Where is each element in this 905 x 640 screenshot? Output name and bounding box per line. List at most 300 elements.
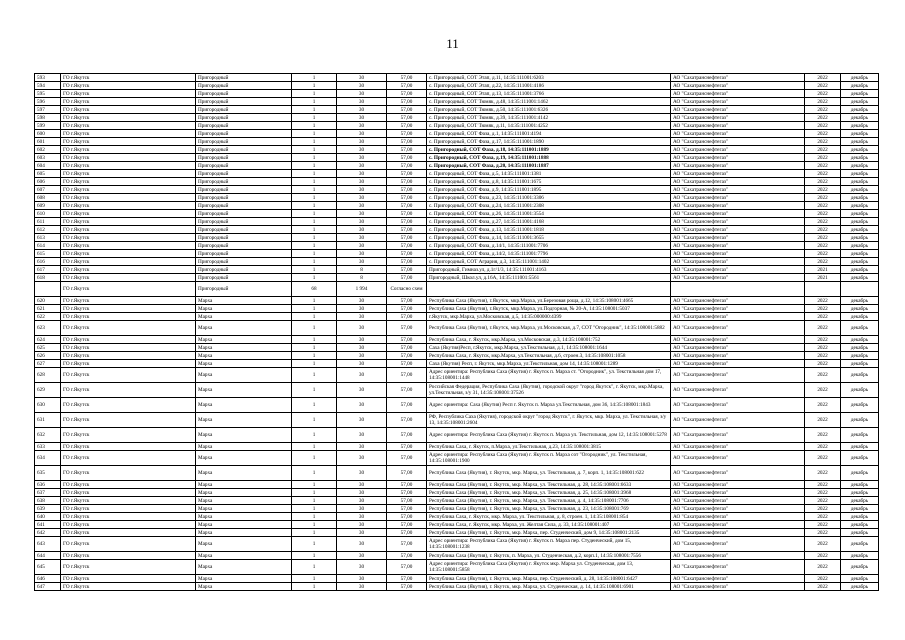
cell-year: 2022 — [805, 428, 841, 443]
cell-year: 2022 — [805, 114, 841, 122]
cell-year: 2022 — [805, 360, 841, 368]
cell-row-number: 626 — [35, 352, 61, 360]
cell-row-number: 632 — [35, 428, 61, 443]
cell-diameter: 57,00 — [387, 266, 427, 274]
cell-diameter: 57,00 — [387, 344, 427, 352]
cell-organization: АО "Сахатранснефтегаз" — [671, 481, 805, 489]
cell-organization: АО "Сахатранснефтегаз" — [671, 336, 805, 344]
table-row — [35, 242, 879, 250]
cell-count: 1 — [292, 258, 337, 266]
cell-row-number: 617 — [35, 266, 61, 274]
table-row — [35, 521, 879, 529]
cell-month: декабрь — [841, 537, 879, 552]
cell-organization: АО "Сахатранснефтегаз" — [671, 575, 805, 583]
cell-settlement: Пригородный — [196, 162, 292, 170]
cell-month: декабрь — [841, 560, 879, 575]
cell-length: 30 — [337, 529, 387, 537]
table-row — [35, 497, 879, 505]
cell-count: 1 — [292, 552, 337, 560]
cell-municipality: ГО г.Якутск — [61, 583, 196, 591]
cell-row-number: 601 — [35, 138, 61, 146]
cell-municipality: ГО г.Якутск — [61, 344, 196, 352]
cell-year: 2022 — [805, 218, 841, 226]
cell-organization: АО "Сахатранснефтегаз" — [671, 513, 805, 521]
cell-municipality: ГО г.Якутск — [61, 481, 196, 489]
table-row — [35, 537, 879, 552]
cell-month: декабрь — [841, 321, 879, 336]
cell-settlement: Марха — [196, 466, 292, 481]
cell-row-number: 638 — [35, 497, 61, 505]
cell-year: 2022 — [805, 154, 841, 162]
table-row — [35, 443, 879, 451]
cell-address: с. Пригородный, СОТ Фаза, д.20, 14:35:111001:1887 — [427, 162, 671, 170]
cell-municipality: ГО г.Якутск — [61, 513, 196, 521]
cell-length: 30 — [337, 154, 387, 162]
cell-length: 30 — [337, 360, 387, 368]
cell-organization: АО "Сахатранснефтегаз" — [671, 274, 805, 282]
cell-address: Пригородный, Гимназ.ул, д.1г/1/3, 14:35:111001:4163 — [427, 266, 671, 274]
cell-settlement: Пригородный — [196, 186, 292, 194]
cell-year: 2022 — [805, 194, 841, 202]
cell-count: 1 — [292, 313, 337, 321]
cell-organization: АО "Сахатранснефтегаз" — [671, 266, 805, 274]
table-row — [35, 451, 879, 466]
cell-count: 1 — [292, 82, 337, 90]
cell-diameter: 57,00 — [387, 186, 427, 194]
cell-count: 1 — [292, 162, 337, 170]
cell-municipality: ГО г.Якутск — [61, 560, 196, 575]
cell-diameter: 57,00 — [387, 90, 427, 98]
cell-length: 30 — [337, 202, 387, 210]
cell-length: 30 — [337, 451, 387, 466]
cell-address: Республика Саха (Якутия), г.Якутск, мкр.Марха, ул.Московская, д.7, СОТ "Огородник", 14:35:108001:5882 — [427, 321, 671, 336]
cell-month: декабрь — [841, 297, 879, 305]
cell-row-number: 607 — [35, 186, 61, 194]
cell-year: 2022 — [805, 560, 841, 575]
cell-count: 1 — [292, 352, 337, 360]
cell-municipality: ГО г.Якутск — [61, 428, 196, 443]
cell-length: 30 — [337, 146, 387, 154]
cell-count: 1 — [292, 497, 337, 505]
cell-row-number: 602 — [35, 146, 61, 154]
cell-length: 30 — [337, 258, 387, 266]
cell-length: 30 — [337, 82, 387, 90]
cell-row-number: 640 — [35, 513, 61, 521]
cell-month: декабрь — [841, 202, 879, 210]
cell-organization: АО "Сахатранснефтегаз" — [671, 122, 805, 130]
cell-row-number: 631 — [35, 413, 61, 428]
cell-count: 1 — [292, 413, 337, 428]
cell-month: декабрь — [841, 313, 879, 321]
cell-address: с. Пригородный, СОТ Тюмяк, д.11, 14:35:111001:4252 — [427, 122, 671, 130]
cell-year: 2022 — [805, 413, 841, 428]
cell-diameter: 57,00 — [387, 443, 427, 451]
cell-count: 1 — [292, 186, 337, 194]
cell-row-number: 604 — [35, 162, 61, 170]
cell-address: с. Пригородный, СОТ Фаза, д.1, 14:35:111001:4194 — [427, 130, 671, 138]
cell-year: 2022 — [805, 321, 841, 336]
table-row — [35, 210, 879, 218]
cell-address: Республика Саха, г. Якутск, мкр. Марха, ул. Текстильная, д. 8, строен. 1, 14:35:108001:854 — [427, 513, 671, 521]
cell-row-number: 609 — [35, 202, 61, 210]
cell-length: 30 — [337, 336, 387, 344]
cell-municipality: ГО г.Якутск — [61, 398, 196, 413]
cell-municipality: ГО г.Якутск — [61, 234, 196, 242]
cell-month: декабрь — [841, 234, 879, 242]
cell-row-number: 642 — [35, 529, 61, 537]
cell-diameter: 57,00 — [387, 82, 427, 90]
cell-count: 1 — [292, 481, 337, 489]
cell-settlement: Марха — [196, 360, 292, 368]
cell-address: Республика Саха (Якутия), г.Якутск, мкр.Марха, ул.Подгорная, № 20-А, 14:35:108001:5037 — [427, 305, 671, 313]
cell-year: 2022 — [805, 98, 841, 106]
cell-diameter: 57,00 — [387, 383, 427, 398]
table-row — [35, 146, 879, 154]
cell-organization: АО "Сахатранснефтегаз" — [671, 242, 805, 250]
table-row — [35, 321, 879, 336]
cell-year: 2022 — [805, 313, 841, 321]
cell-month: декабрь — [841, 162, 879, 170]
cell-month: декабрь — [841, 583, 879, 591]
cell-address: Республика Саха (Якутия), г. Якутск, п. Марха, ул. Студенческая, д.2, корп.1, 14:35:108001:7556 — [427, 552, 671, 560]
cell-length: 30 — [337, 481, 387, 489]
cell-row-number: 600 — [35, 130, 61, 138]
cell-row-number: 637 — [35, 489, 61, 497]
cell-address: Пригородный, Школ.ул, д.16А, 14:35:111001:5561 — [427, 274, 671, 282]
cell-settlement: Пригородный — [196, 90, 292, 98]
cell-length: 30 — [337, 114, 387, 122]
cell-diameter: 57,00 — [387, 560, 427, 575]
cell-municipality: ГО г.Якутск — [61, 210, 196, 218]
cell-month: декабрь — [841, 266, 879, 274]
cell-settlement: Марха — [196, 481, 292, 489]
cell-count: 1 — [292, 218, 337, 226]
cell-length: 30 — [337, 383, 387, 398]
cell-year: 2022 — [805, 178, 841, 186]
cell-year: 2022 — [805, 336, 841, 344]
table-row — [35, 194, 879, 202]
cell-diameter: 57,00 — [387, 413, 427, 428]
cell-diameter: 57,00 — [387, 226, 427, 234]
cell-count: 1 — [292, 106, 337, 114]
cell-row-number: 622 — [35, 313, 61, 321]
cell-count: 1 — [292, 428, 337, 443]
cell-month: декабрь — [841, 74, 879, 82]
table-row — [35, 313, 879, 321]
cell-organization: АО "Сахатранснефтегаз" — [671, 360, 805, 368]
table-row — [35, 413, 879, 428]
cell-month: декабрь — [841, 466, 879, 481]
cell-settlement: Марха — [196, 552, 292, 560]
table-row — [35, 138, 879, 146]
cell-organization: АО "Сахатранснефтегаз" — [671, 90, 805, 98]
cell-settlement: Пригородный — [196, 74, 292, 82]
cell-row-number: 616 — [35, 258, 61, 266]
table-row — [35, 202, 879, 210]
cell-count: 1 — [292, 305, 337, 313]
cell-organization: АО "Сахатранснефтегаз" — [671, 138, 805, 146]
cell-month — [841, 282, 879, 297]
table-row — [35, 368, 879, 383]
cell-year: 2022 — [805, 489, 841, 497]
cell-count: 1 — [292, 489, 337, 497]
cell-organization — [671, 282, 805, 297]
cell-municipality: ГО г.Якутск — [61, 242, 196, 250]
cell-organization: АО "Сахатранснефтегаз" — [671, 82, 805, 90]
cell-address: Республика Саха (Якутия), г. Якутск, мкр. Марха, ул. Текстильная, д. 25, 14:35:108001:3968 — [427, 489, 671, 497]
table-row — [35, 305, 879, 313]
cell-organization: АО "Сахатранснефтегаз" — [671, 130, 805, 138]
cell-address: с. Пригородный, СОТ Фаза, д.17, 14:35:111001:1890 — [427, 138, 671, 146]
cell-address: Адрес ориентира: Республика Саха (Якутия) г. Якутск мкр. Марха ул. Студенческая, дом 13, 14:35:108001:5858 — [427, 560, 671, 575]
cell-row-number: 610 — [35, 210, 61, 218]
cell-address: Республика Саха, г. Якутск, мкр. Марха, ул. Желтая Сила, д. 33, 14:35:108001:407 — [427, 521, 671, 529]
cell-length: 30 — [337, 186, 387, 194]
cell-row-number: 606 — [35, 178, 61, 186]
cell-count: 1 — [292, 90, 337, 98]
cell-year: 2022 — [805, 451, 841, 466]
cell-year: 2022 — [805, 529, 841, 537]
cell-month: декабрь — [841, 178, 879, 186]
cell-diameter: 57,00 — [387, 162, 427, 170]
cell-organization: АО "Сахатранснефтегаз" — [671, 428, 805, 443]
cell-municipality: ГО г.Якутск — [61, 383, 196, 398]
cell-length: 30 — [337, 162, 387, 170]
cell-diameter: Согласно схем — [387, 282, 427, 297]
table-row — [35, 529, 879, 537]
cell-month: декабрь — [841, 98, 879, 106]
cell-settlement: Марха — [196, 513, 292, 521]
cell-organization: АО "Сахатранснефтегаз" — [671, 537, 805, 552]
cell-organization: АО "Сахатранснефтегаз" — [671, 552, 805, 560]
cell-month: декабрь — [841, 242, 879, 250]
cell-address: г.Якутск, мкр.Марха, ул.Московская, д.5, 14:35:000000:4399 — [427, 313, 671, 321]
cell-year: 2022 — [805, 170, 841, 178]
cell-address: с. Пригородный, СОТ Тюмяк, д.48, 14:35:111001:1462 — [427, 98, 671, 106]
cell-count: 1 — [292, 98, 337, 106]
cell-address — [427, 282, 671, 297]
table-row — [35, 274, 879, 282]
cell-address: Республика Саха, г. Якутск, п.Марха, ул.Текстильная, д.23, 14:35:108001:3815 — [427, 443, 671, 451]
cell-municipality: ГО г.Якутск — [61, 360, 196, 368]
cell-length: 30 — [337, 250, 387, 258]
cell-address: с. Пригородный, СОТ Агрария, д.3, 14:35:111001:1402 — [427, 258, 671, 266]
cell-month: декабрь — [841, 146, 879, 154]
cell-organization: АО "Сахатранснефтегаз" — [671, 321, 805, 336]
cell-address: с. Пригородный, СОТ Фаза, д.8, 14:35:111001:1675 — [427, 178, 671, 186]
cell-organization: АО "Сахатранснефтегаз" — [671, 489, 805, 497]
cell-month: декабрь — [841, 130, 879, 138]
cell-organization: АО "Сахатранснефтегаз" — [671, 352, 805, 360]
cell-organization: АО "Сахатранснефтегаз" — [671, 466, 805, 481]
cell-organization: АО "Сахатранснефтегаз" — [671, 443, 805, 451]
table-row — [35, 218, 879, 226]
table-row — [35, 552, 879, 560]
cell-diameter: 57,00 — [387, 428, 427, 443]
cell-municipality: ГО г.Якутск — [61, 258, 196, 266]
cell-diameter: 57,00 — [387, 489, 427, 497]
cell-month: декабрь — [841, 170, 879, 178]
cell-diameter: 57,00 — [387, 481, 427, 489]
cell-municipality: ГО г.Якутск — [61, 443, 196, 451]
cell-year: 2022 — [805, 234, 841, 242]
cell-year: 2022 — [805, 583, 841, 591]
cell-diameter: 57,00 — [387, 138, 427, 146]
cell-diameter: 57,00 — [387, 274, 427, 282]
cell-month: декабрь — [841, 360, 879, 368]
cell-row-number: 614 — [35, 242, 61, 250]
cell-address: с. Пригородный, СОТ Фаза, д.9, 14:35:111001:1895 — [427, 186, 671, 194]
cell-length: 1 994 — [337, 282, 387, 297]
cell-address: с. Пригородный, СОТ Этап, д.13, 14:35:111001:3766 — [427, 90, 671, 98]
table-row — [35, 154, 879, 162]
cell-settlement: Марха — [196, 344, 292, 352]
cell-settlement: Марха — [196, 321, 292, 336]
cell-diameter: 57,00 — [387, 529, 427, 537]
cell-length: 30 — [337, 313, 387, 321]
cell-row-number: 628 — [35, 368, 61, 383]
cell-address: Республика Саха (Якутия), г. Якутск, мкр. Марха, ул. Текстильная, д. 4, 14:35:108001:7706 — [427, 497, 671, 505]
cell-month: декабрь — [841, 138, 879, 146]
cell-municipality: ГО г.Якутск — [61, 186, 196, 194]
cell-settlement: Марха — [196, 305, 292, 313]
cell-municipality: ГО г.Якутск — [61, 98, 196, 106]
cell-settlement: Пригородный — [196, 146, 292, 154]
cell-count: 1 — [292, 451, 337, 466]
table-row — [35, 513, 879, 521]
cell-row-number — [35, 282, 61, 297]
cell-settlement: Пригородный — [196, 202, 292, 210]
table-row — [35, 575, 879, 583]
table-row — [35, 489, 879, 497]
cell-municipality: ГО г.Якутск — [61, 114, 196, 122]
cell-organization: АО "Сахатранснефтегаз" — [671, 186, 805, 194]
cell-diameter: 57,00 — [387, 505, 427, 513]
cell-count: 1 — [292, 274, 337, 282]
cell-organization: АО "Сахатранснефтегаз" — [671, 74, 805, 82]
cell-count: 1 — [292, 360, 337, 368]
table-row — [35, 266, 879, 274]
cell-length: 30 — [337, 513, 387, 521]
cell-year: 2022 — [805, 481, 841, 489]
cell-diameter: 57,00 — [387, 106, 427, 114]
cell-length: 30 — [337, 297, 387, 305]
cell-address: Адрес ориентира: Саха (Якутия) Респ г. Якутск п. Марха ул.Текстильная, дом 36, 14:35:108001:1843 — [427, 398, 671, 413]
table-row — [35, 258, 879, 266]
cell-length: 30 — [337, 398, 387, 413]
cell-municipality: ГО г.Якутск — [61, 305, 196, 313]
table-row — [35, 481, 879, 489]
cell-municipality: ГО г.Якутск — [61, 138, 196, 146]
cell-diameter: 57,00 — [387, 234, 427, 242]
cell-organization: АО "Сахатранснефтегаз" — [671, 218, 805, 226]
cell-month: декабрь — [841, 497, 879, 505]
cell-length: 30 — [337, 226, 387, 234]
cell-municipality: ГО г.Якутск — [61, 297, 196, 305]
cell-count: 1 — [292, 398, 337, 413]
cell-row-number: 621 — [35, 305, 61, 313]
cell-settlement: Пригородный — [196, 106, 292, 114]
table-row — [35, 170, 879, 178]
cell-length: 30 — [337, 234, 387, 242]
cell-settlement: Пригородный — [196, 130, 292, 138]
cell-settlement: Пригородный — [196, 266, 292, 274]
cell-year: 2022 — [805, 242, 841, 250]
cell-row-number: 615 — [35, 250, 61, 258]
table-row — [35, 98, 879, 106]
cell-row-number: 598 — [35, 114, 61, 122]
cell-count: 1 — [292, 266, 337, 274]
cell-address: Российская Федерация, Республика Саха (Якутия), городской округ "город Якутск", г. Якутск, мкр.Марха, ул.Текстильная, з/у 31, 14:35:108001:37526 — [427, 383, 671, 398]
cell-municipality: ГО г.Якутск — [61, 466, 196, 481]
cell-year: 2022 — [805, 505, 841, 513]
cell-diameter: 57,00 — [387, 146, 427, 154]
table-row — [35, 360, 879, 368]
cell-organization: АО "Сахатранснефтегаз" — [671, 297, 805, 305]
cell-length: 8 — [337, 266, 387, 274]
cell-address: с. Пригородный, СОТ Фаза, д.23, 14:35:111001:3306 — [427, 194, 671, 202]
cell-row-number: 596 — [35, 98, 61, 106]
cell-year: 2022 — [805, 521, 841, 529]
cell-organization: АО "Сахатранснефтегаз" — [671, 146, 805, 154]
cell-month: декабрь — [841, 529, 879, 537]
cell-year: 2022 — [805, 210, 841, 218]
cell-address: с. Пригородный, СОТ Фаза, д.14/1, 14:35:111001:7706 — [427, 242, 671, 250]
cell-organization: АО "Сахатранснефтегаз" — [671, 451, 805, 466]
cell-count: 1 — [292, 130, 337, 138]
cell-length: 30 — [337, 497, 387, 505]
cell-month: декабрь — [841, 443, 879, 451]
cell-diameter: 57,00 — [387, 258, 427, 266]
cell-month: декабрь — [841, 186, 879, 194]
cell-organization: АО "Сахатранснефтегаз" — [671, 154, 805, 162]
cell-municipality: ГО г.Якутск — [61, 250, 196, 258]
cell-count: 1 — [292, 383, 337, 398]
table-row — [35, 383, 879, 398]
table-row — [35, 130, 879, 138]
table-row — [35, 336, 879, 344]
cell-settlement: Пригородный — [196, 138, 292, 146]
cell-diameter: 57,00 — [387, 154, 427, 162]
cell-settlement: Марха — [196, 428, 292, 443]
table-row — [35, 114, 879, 122]
cell-address: с. Пригородный, СОТ Тюмяк, д.39, 14:35:111001:4142 — [427, 114, 671, 122]
cell-address: с. Пригородный, СОТ Фаза, д.5, 14:35:111001:1381 — [427, 170, 671, 178]
cell-month: декабрь — [841, 344, 879, 352]
cell-count: 1 — [292, 537, 337, 552]
cell-organization: АО "Сахатранснефтегаз" — [671, 583, 805, 591]
cell-municipality: ГО г.Якутск — [61, 313, 196, 321]
cell-month: декабрь — [841, 82, 879, 90]
cell-settlement: Марха — [196, 505, 292, 513]
cell-year: 2022 — [805, 162, 841, 170]
cell-year: 2022 — [805, 398, 841, 413]
cell-row-number: 618 — [35, 274, 61, 282]
cell-organization: АО "Сахатранснефтегаз" — [671, 234, 805, 242]
cell-organization: АО "Сахатранснефтегаз" — [671, 194, 805, 202]
cell-month: декабрь — [841, 552, 879, 560]
cell-row-number: 630 — [35, 398, 61, 413]
cell-count: 1 — [292, 138, 337, 146]
cell-row-number: 605 — [35, 170, 61, 178]
cell-year: 2021 — [805, 274, 841, 282]
table-body — [35, 74, 879, 591]
cell-municipality: ГО г.Якутск — [61, 162, 196, 170]
cell-municipality: ГО г.Якутск — [61, 489, 196, 497]
cell-length: 30 — [337, 575, 387, 583]
cell-address: с. Пригородный, СОТ Этап, д.22, 14:35:111001:4186 — [427, 82, 671, 90]
cell-year: 2022 — [805, 352, 841, 360]
